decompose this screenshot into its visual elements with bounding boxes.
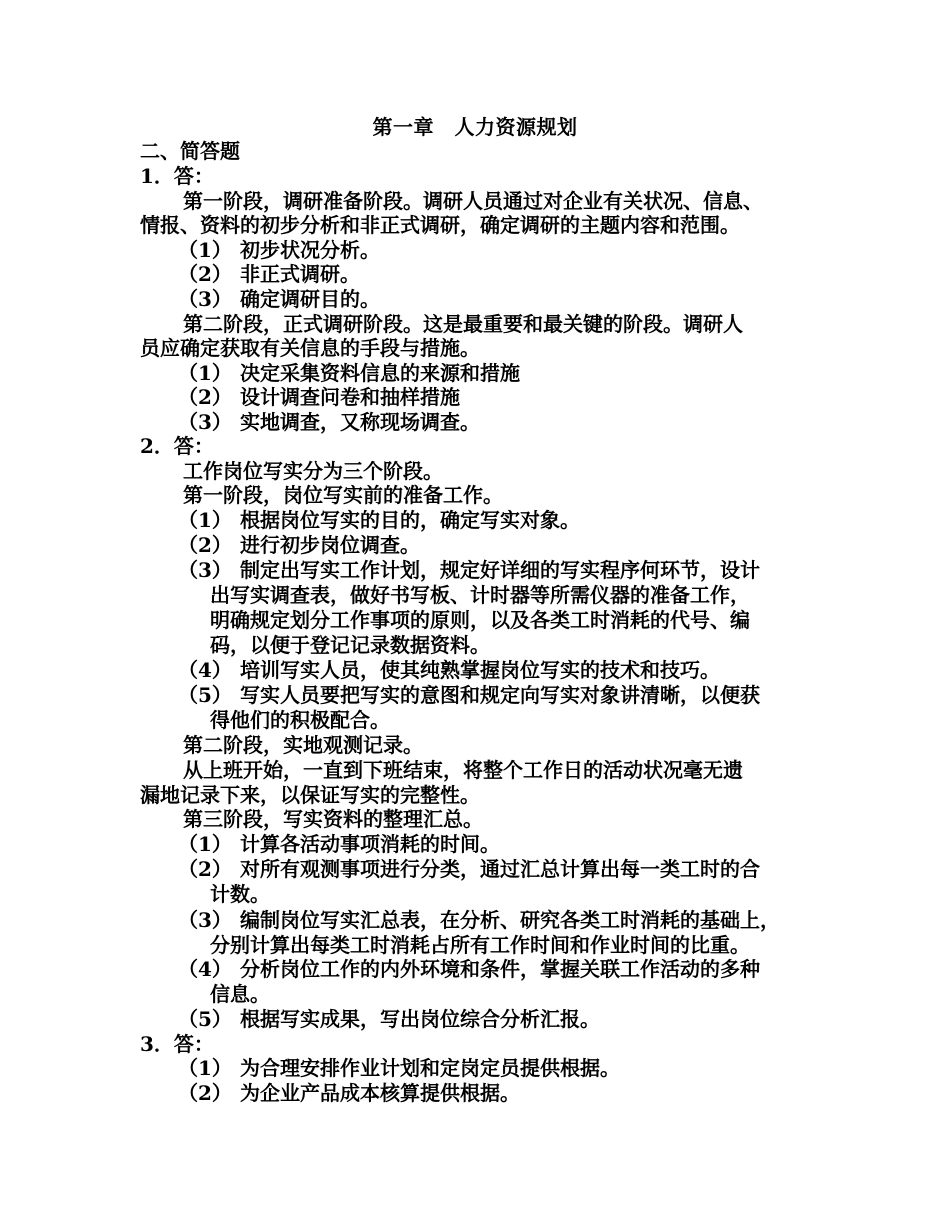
list-item (178, 908, 780, 932)
list-item-continuation: 得他们的积极配合。 (210, 708, 390, 732)
list-item-text: 写实人员要把写实的意图和规定向写实对象讲清晰，以便获 (240, 683, 760, 707)
q2-intro: 工作岗位写实分为三个阶段。 (183, 459, 443, 483)
list-item-text: 制定出写实工作计划，规定好详细的写实程序何环节，设计 (240, 558, 760, 582)
q2-stage2-line-1: 从上班开始，一直到下班结束，将整个工作日的活动状况毫无遗 (183, 758, 743, 782)
list-item-number: （5） (178, 683, 232, 707)
q1-stage1-line-1: 第一阶段，调研准备阶段。调研人员通过对企业有关状况、信息、 (183, 189, 763, 213)
list-item-number: （2） (178, 262, 232, 286)
list-item-text: 分析岗位工作的内外环境和条件，掌握关联工作活动的多种 (240, 957, 760, 981)
list-item-number: （3） (178, 287, 232, 311)
list-item-text: 初步状况分析。 (240, 238, 380, 262)
list-item-continuation: 码，以便于登记记录数据资料。 (210, 633, 490, 657)
list-item-number: （3） (178, 558, 232, 582)
list-item-number: （2） (178, 533, 232, 557)
list-item-number: （2） (178, 385, 232, 409)
list-item (178, 683, 760, 707)
list-item-text: 非正式调研。 (240, 262, 360, 286)
list-item (178, 1081, 520, 1105)
chapter-title: 第一章 人力资源规划 (372, 115, 578, 139)
list-item (178, 832, 500, 856)
list-item (178, 533, 420, 557)
list-item (178, 957, 760, 981)
answer-label-2: 2．答： (140, 434, 214, 458)
list-item-continuation: 分别计算出每类工时消耗占所有工作时间和作业时间的比重。 (210, 933, 750, 957)
list-item-number: （2） (178, 857, 232, 881)
list-item-text: 对所有观测事项进行分类，通过汇总计算出每一类工时的合 (240, 857, 760, 881)
list-item-text: 进行初步岗位调查。 (240, 533, 420, 557)
list-item-continuation: 信息。 (210, 982, 270, 1006)
list-item-number: （1） (178, 361, 232, 385)
q2-stage1-heading: 第一阶段，岗位写实前的准备工作。 (183, 483, 503, 507)
list-item (178, 508, 580, 532)
list-item (178, 410, 480, 434)
list-item-continuation: 出写实调查表，做好书写板、计时器等所需仪器的准备工作， (210, 583, 750, 607)
list-item (178, 361, 520, 385)
list-item-number: （3） (178, 410, 232, 434)
list-item-number: （4） (178, 957, 232, 981)
list-item (178, 287, 380, 311)
q1-stage2-line-2: 员应确定获取有关信息的手段与措施。 (140, 336, 480, 360)
list-item-number: （1） (178, 508, 232, 532)
list-item-text: 实地调查，又称现场调查。 (240, 410, 480, 434)
list-item-number: （2） (178, 1081, 232, 1105)
answer-label-1: 1．答： (140, 164, 214, 188)
list-item-text: 根据岗位写实的目的，确定写实对象。 (240, 508, 580, 532)
list-item-number: （4） (178, 658, 232, 682)
list-item-continuation: 明确规定划分工作事项的原则，以及各类工时消耗的代号、编 (210, 608, 750, 632)
list-item-number: （1） (178, 832, 232, 856)
list-item-number: （3） (178, 908, 232, 932)
list-item-text: 编制岗位写实汇总表，在分析、研究各类工时消耗的基础上， (240, 908, 780, 932)
list-item-text: 设计调查问卷和抽样措施 (240, 385, 460, 409)
q1-stage1-line-2: 情报、资料的初步分析和非正式调研，确定调研的主题内容和范围。 (140, 213, 740, 237)
section-heading: 二、简答题 (140, 139, 240, 163)
list-item-text: 为合理安排作业计划和定岗定员提供根据。 (240, 1056, 620, 1080)
list-item-text: 培训写实人员，使其纯熟掌握岗位写实的技术和技巧。 (240, 658, 720, 682)
list-item (178, 1007, 600, 1031)
list-item-number: （1） (178, 238, 232, 262)
list-item-text: 为企业产品成本核算提供根据。 (240, 1081, 520, 1105)
answer-label-3: 3．答： (140, 1032, 214, 1056)
list-item-text: 决定采集资料信息的来源和措施 (240, 361, 520, 385)
list-item (178, 558, 760, 582)
q2-stage3-heading: 第三阶段，写实资料的整理汇总。 (183, 807, 483, 831)
list-item (178, 1056, 620, 1080)
q1-stage2-line-1: 第二阶段，正式调研阶段。这是最重要和最关键的阶段。调研人 (183, 312, 743, 336)
list-item-continuation: 计数。 (210, 882, 270, 906)
list-item (178, 238, 380, 262)
q2-stage2-line-2: 漏地记录下来，以保证写实的完整性。 (140, 783, 480, 807)
list-item (178, 262, 360, 286)
q2-stage2-heading: 第二阶段，实地观测记录。 (183, 733, 423, 757)
list-item (178, 385, 460, 409)
list-item-text: 计算各活动事项消耗的时间。 (240, 832, 500, 856)
list-item-number: （1） (178, 1056, 232, 1080)
list-item (178, 857, 760, 881)
list-item (178, 658, 720, 682)
list-item-text: 根据写实成果，写出岗位综合分析汇报。 (240, 1007, 600, 1031)
list-item-number: （5） (178, 1007, 232, 1031)
list-item-text: 确定调研目的。 (240, 287, 380, 311)
